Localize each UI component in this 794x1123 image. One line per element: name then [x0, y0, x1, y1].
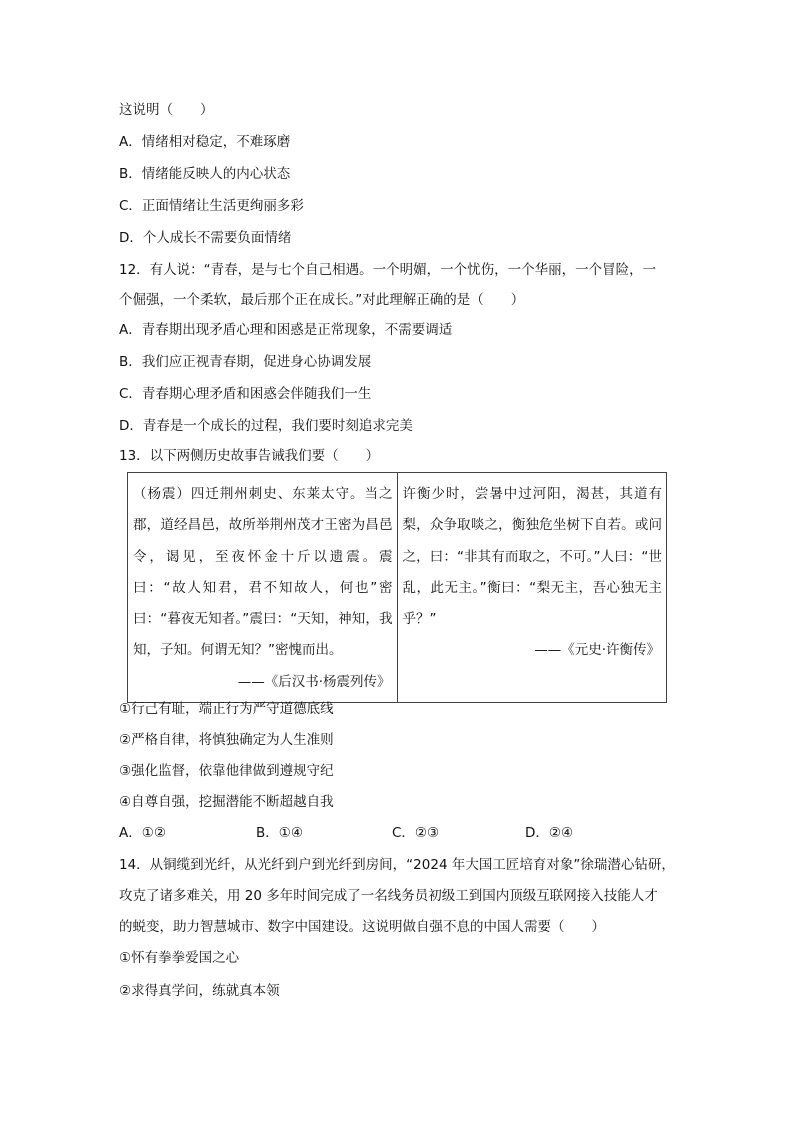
- q14-stem-line1: 14．从铜缆到光纤，从光纤到户到光纤到房间，“2024 年大国工匠培育对象”徐瑞潜心钻研，: [119, 857, 675, 873]
- q12-stem-line2: 个倔强，一个柔软，最后那个正在成长。”对此理解正确的是（ ）: [119, 292, 525, 308]
- story-left-source: ——《后汉书·杨震列传》: [237, 673, 391, 690]
- q12-stem-line1: 12．有人说：“青春，是与七个自己相遇。一个明媚，一个忧伤，一个华丽，一个冒险，一: [119, 262, 657, 278]
- history-story-table: [127, 472, 667, 703]
- q13-stem: 13．以下两侧历史故事告诫我们要（ ）: [119, 448, 380, 464]
- q14-stem-line2: 攻克了诸多难关，用 20 多年时间完成了一名线务员初级工到国内顶级互联网接入技能人才: [119, 888, 658, 904]
- q13-item-3: ③强化监督，依靠他律做到遵规守纪: [119, 763, 334, 779]
- q11-option-c: C．正面情绪让生活更绚丽多彩: [119, 198, 304, 214]
- story-right-cell: [397, 473, 667, 703]
- q13-choice-b: B．①④: [256, 825, 303, 841]
- story-left-cell: [128, 473, 398, 703]
- q11-option-d: D．个人成长不需要负面情绪: [119, 230, 292, 246]
- q13-item-4: ④自尊自强，挖掘潜能不断超越自我: [119, 794, 334, 810]
- q12-option-c: C．青春期心理矛盾和困惑会伴随我们一生: [119, 386, 372, 402]
- q13-choice-c: C．②③: [392, 825, 440, 841]
- q11-option-a: A．情绪相对稳定，不难琢磨: [119, 134, 291, 150]
- q13-item-1: ①行己有耻，端正行为严守道德底线: [119, 701, 334, 717]
- q12-option-b: B．我们应正视青春期，促进身心协调发展: [119, 354, 372, 370]
- q11-stem: 这说明（ ）: [119, 102, 214, 118]
- q13-choice-d: D．②④: [525, 825, 574, 841]
- q14-stem-line3: 的蜕变，助力智慧城市、数字中国建设。这说明做自强不息的中国人需要（ ）: [119, 919, 605, 935]
- q13-item-2: ②严格自律，将慎独确定为人生准则: [119, 732, 334, 748]
- q13-choices: [119, 823, 679, 843]
- story-right-text: 许衡少时，尝暑中过河阳，渴甚，其道有梨，众争取啖之，衡独危坐树下自若。或问之，曰：“非其有而取之，不可。”人曰：“世乱，此无主。”衡曰：“梨无主，吾心独无主乎？”: [402, 486, 662, 628]
- q12-option-d: D．青春是一个成长的过程，我们要时刻追求完美: [119, 418, 413, 434]
- story-right-source: ——《元史·许衡传》: [534, 642, 660, 659]
- q13-choice-a: A．①②: [119, 825, 166, 841]
- q12-option-a: A．青春期出现矛盾心理和困惑是正常现象，不需要调适: [119, 322, 453, 338]
- story-left-text: （杨震）四迁荆州刺史、东莱太守。当之郡，道经昌邑，故所举荆州茂才王密为昌邑令，谒见，至夜怀金十斤以遗震。震曰：“故人知君，君不知故人，何也”密曰：“暮夜无知者。”震曰：“天知，神知，我知，子知。何谓无知？”密愧而出。: [133, 486, 393, 659]
- q14-item-1: ①怀有拳拳爱国之心: [119, 950, 240, 966]
- q14-item-2: ②求得真学问，练就真本领: [119, 983, 280, 999]
- q11-option-b: B．情绪能反映人的内心状态: [119, 166, 291, 182]
